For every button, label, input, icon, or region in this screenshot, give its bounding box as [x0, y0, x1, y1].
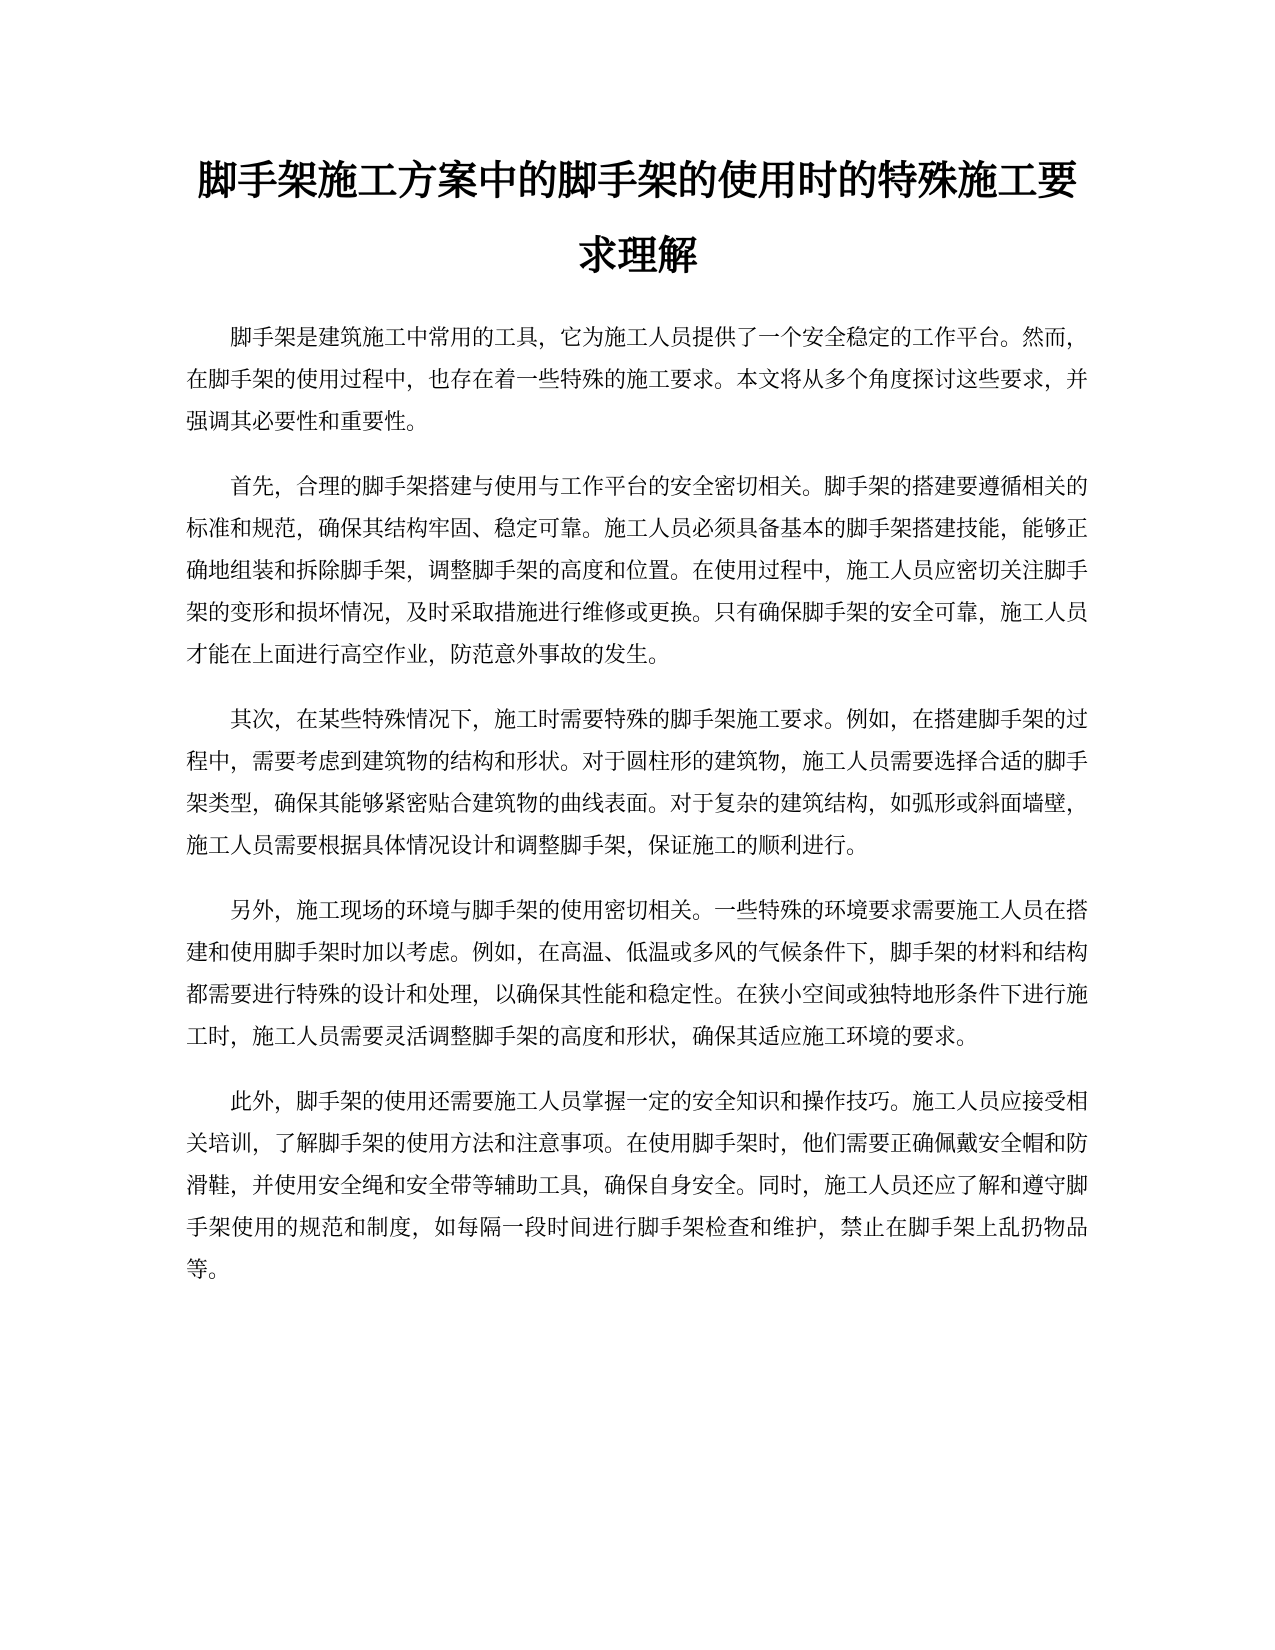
paragraph-intro: 脚手架是建筑施工中常用的工具，它为施工人员提供了一个安全稳定的工作平台。然而，在脚手架的使用过程中，也存在着一些特殊的施工要求。本文将从多个角度探讨这些要求，并强调其必要性和重要性。 — [186, 326, 1089, 435]
document-title: 脚手架施工方案中的脚手架的使用时的特殊施工要求理解 — [197, 158, 1078, 279]
paragraph-environment: 另外，施工现场的环境与脚手架的使用密切相关。一些特殊的环境要求需要施工人员在搭建和使用脚手架时加以考虑。例如，在高温、低温或多风的气候条件下，脚手架的材料和结构都需要进行特殊的设计和处理，以确保其性能和稳定性。在狭小空间或独特地形条件下进行施工时，施工人员需要灵活调整脚手架的高度和形状，确保其适应施工环境的要求。 — [186, 899, 1089, 1050]
paragraph-setup-safety: 首先，合理的脚手架搭建与使用与工作平台的安全密切相关。脚手架的搭建要遵循相关的标准和规范，确保其结构牢固、稳定可靠。施工人员必须具备基本的脚手架搭建技能，能够正确地组装和拆除脚手架，调整脚手架的高度和位置。在使用过程中，施工人员应密切关注脚手架的变形和损坏情况，及时采取措施进行维修或更换。只有确保脚手架的安全可靠，施工人员才能在上面进行高空作业，防范意外事故的发生。 — [186, 475, 1089, 668]
paragraph-safety-knowledge: 此外，脚手架的使用还需要施工人员掌握一定的安全知识和操作技巧。施工人员应接受相关培训，了解脚手架的使用方法和注意事项。在使用脚手架时，他们需要正确佩戴安全帽和防滑鞋，并使用安全绳和安全带等辅助工具，确保自身安全。同时，施工人员还应了解和遵守脚手架使用的规范和制度，如每隔一段时间进行脚手架检查和维护，禁止在脚手架上乱扔物品等。 — [186, 1090, 1089, 1283]
paragraph-special-conditions: 其次，在某些特殊情况下，施工时需要特殊的脚手架施工要求。例如，在搭建脚手架的过程中，需要考虑到建筑物的结构和形状。对于圆柱形的建筑物，施工人员需要选择合适的脚手架类型，确保其能够紧密贴合建筑物的曲线表面。对于复杂的建筑结构，如弧形或斜面墙壁，施工人员需要根据具体情况设计和调整脚手架，保证施工的顺利进行。 — [186, 708, 1089, 859]
document-body — [186, 318, 1088, 1315]
